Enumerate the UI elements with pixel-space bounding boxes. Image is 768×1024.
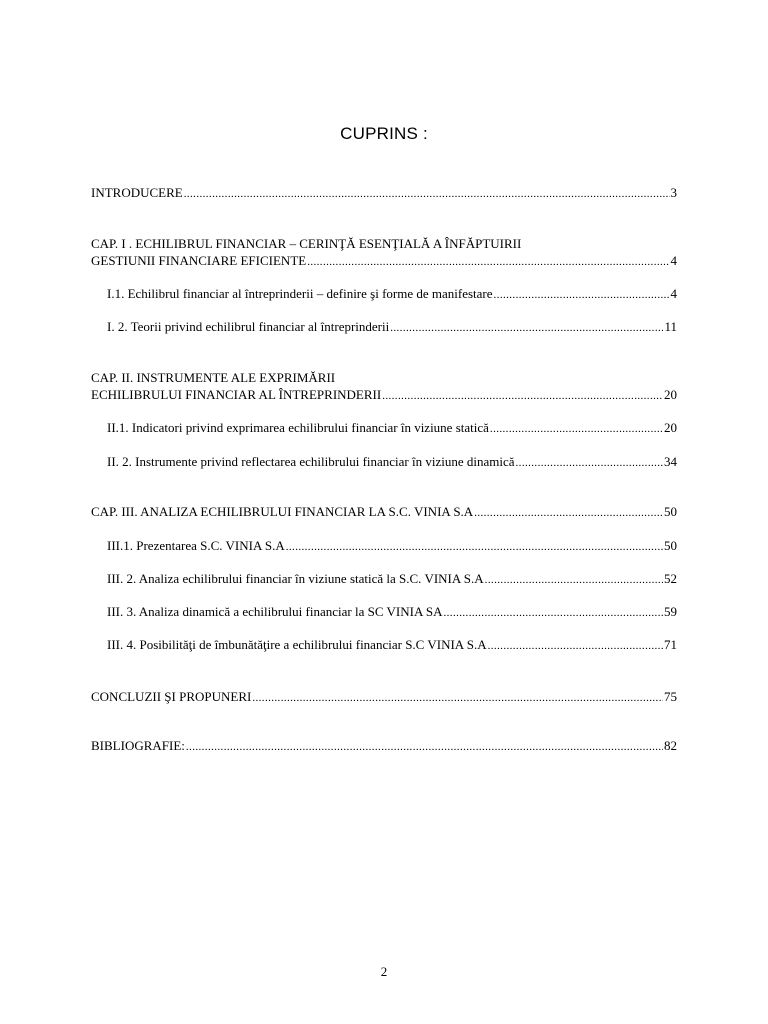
dot-leader <box>474 505 663 520</box>
toc-entry-2-1[interactable] <box>107 419 677 436</box>
dot-leader <box>488 638 663 653</box>
toc-entry-title: III. 2. Analiza echilibrului financiar în viziune statică la S.C. VINIA S.A <box>107 571 484 586</box>
toc-entry-2-2[interactable] <box>107 453 677 470</box>
toc-entry-page: 20 <box>664 387 677 402</box>
toc-entry-title: III. 3. Analiza dinamică a echilibrului financiar la SC VINIA SA <box>107 604 443 619</box>
toc-entry-concluzii[interactable] <box>91 688 677 705</box>
toc-entry-page: 50 <box>664 538 677 553</box>
toc-entry-title: III. 4. Posibilităţi de îmbunătăţire a echilibrului financiar S.C VINIA S.A <box>107 637 487 652</box>
toc-entry-title: II.1. Indicatori privind exprimarea echilibrului financiar în viziune statică <box>107 420 489 435</box>
toc-entry-1-1[interactable] <box>107 285 677 302</box>
dot-leader <box>186 739 663 754</box>
dot-leader <box>286 539 663 554</box>
dot-leader <box>494 287 670 302</box>
dot-leader <box>252 690 663 705</box>
toc-entry-page: 4 <box>670 253 677 268</box>
toc-entry-title: CONCLUZII ŞI PROPUNERI <box>91 689 252 704</box>
toc-entry-1-2[interactable] <box>107 318 677 335</box>
dot-leader <box>307 254 669 269</box>
toc-entry-page: 52 <box>664 571 677 586</box>
dot-leader <box>490 421 663 436</box>
toc-entry-page: 50 <box>664 504 677 519</box>
dot-leader <box>485 572 663 587</box>
toc-entry-introducere[interactable] <box>91 184 677 201</box>
dot-leader <box>444 605 664 620</box>
toc-entry-cap1[interactable] <box>91 252 677 269</box>
page-title: CUPRINS : <box>340 124 428 143</box>
dot-leader <box>382 388 663 403</box>
toc-entry-3-2[interactable] <box>107 570 677 587</box>
toc-entry-page: 71 <box>664 637 677 652</box>
toc-entry-title: II. 2. Instrumente privind reflectarea echilibrului financiar în viziune dinamică <box>107 454 515 469</box>
page-number: 2 <box>380 964 388 979</box>
toc-entry-page: 4 <box>670 286 677 301</box>
toc-entry-title: ECHILIBRULUI FINANCIAR AL ÎNTREPRINDERII <box>91 387 382 402</box>
toc-entry-title: CAP. III. ANALIZA ECHILIBRULUI FINANCIAR LA S.C. VINIA S.A <box>91 504 474 519</box>
toc-entry-page: 20 <box>664 420 677 435</box>
toc-entry-page: 82 <box>664 738 677 753</box>
toc-entry-title: I. 2. Teorii privind echilibrul financiar al întreprinderii <box>107 319 390 334</box>
toc-entry-title: BIBLIOGRAFIE: <box>91 738 185 753</box>
toc-entry-title: INTRODUCERE <box>91 185 183 200</box>
toc-entry-page: 3 <box>670 185 677 200</box>
toc-entry-3-4[interactable] <box>107 636 677 653</box>
toc-entry-3-1[interactable] <box>107 537 677 554</box>
toc-entry-bibliografie[interactable] <box>91 737 677 754</box>
dot-leader <box>516 455 663 470</box>
toc-entry-page: 11 <box>664 319 677 334</box>
toc-entry-3-3[interactable] <box>107 603 677 620</box>
toc-entry-cap3[interactable] <box>91 503 677 520</box>
toc-entry-title: III.1. Prezentarea S.C. VINIA S.A <box>107 538 285 553</box>
dot-leader <box>390 320 663 335</box>
toc-entry-page: 34 <box>664 454 677 469</box>
toc-entry-cap2[interactable] <box>91 386 677 403</box>
toc-entry-cap1-first-line[interactable]: CAP. I . ECHILIBRUL FINANCIAR – CERINŢĂ ESENŢIALĂ A ÎNFĂPTUIRII <box>91 236 522 251</box>
dot-leader <box>184 186 670 201</box>
toc-entry-page: 75 <box>664 689 677 704</box>
toc-entry-page: 59 <box>664 604 677 619</box>
toc-entry-title: GESTIUNII FINANCIARE EFICIENTE <box>91 253 307 268</box>
toc-entry-cap2-first-line[interactable]: CAP. II. INSTRUMENTE ALE EXPRIMĂRII <box>91 370 336 385</box>
toc-entry-title: I.1. Echilibrul financiar al întreprinderii – definire şi forme de manifestare <box>107 286 493 301</box>
